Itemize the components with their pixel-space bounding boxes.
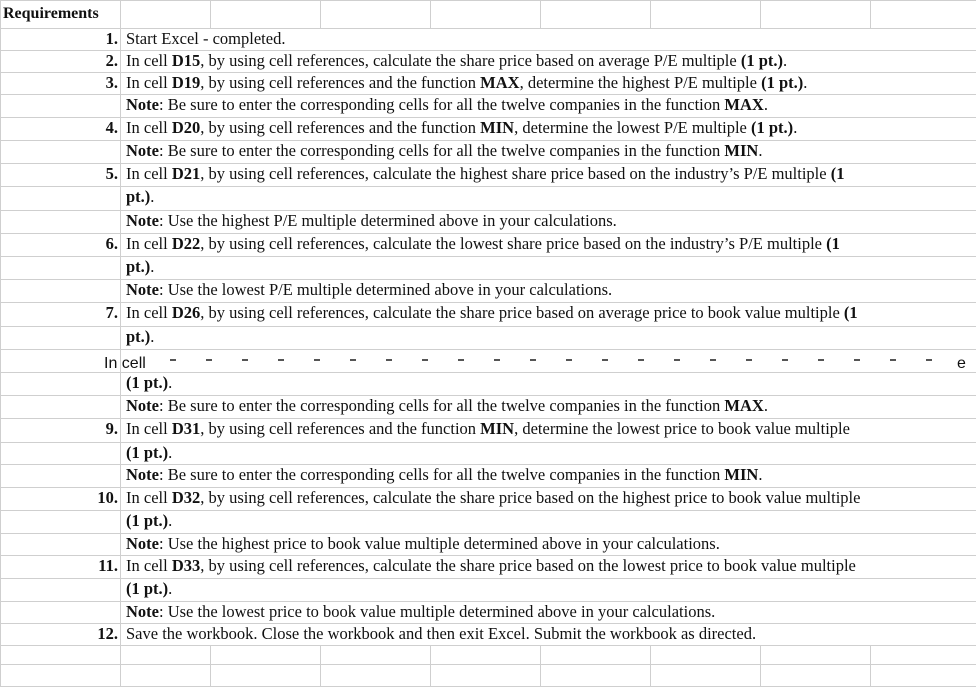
requirement-text[interactable]: Note: Be sure to enter the corresponding cells for all the twelve companies in the function MIN. xyxy=(126,141,763,160)
requirement-number: 6. xyxy=(105,234,118,253)
requirement-text[interactable]: Note: Use the lowest P/E multiple determined above in your calculations. xyxy=(126,280,613,299)
requirement-number: 11. xyxy=(98,556,118,575)
column-divider xyxy=(650,0,651,28)
column-divider xyxy=(870,0,871,28)
requirement-text[interactable]: Start Excel - completed. xyxy=(126,29,286,48)
requirement-text[interactable]: In cell D15, by using cell references, calculate the share price based on average P/E multiple (1 pt.). xyxy=(126,51,788,70)
requirement-text[interactable]: pt.). xyxy=(126,257,155,276)
requirement-number: 2. xyxy=(105,51,118,70)
column-divider xyxy=(760,0,761,28)
requirement-text[interactable]: (1 pt.). xyxy=(126,579,173,598)
requirement-text[interactable]: Note: Be sure to enter the corresponding cells for all the twelve companies in the function MAX. xyxy=(126,396,768,415)
requirement-text[interactable]: Note: Be sure to enter the corresponding cells for all the twelve companies in the function MAX. xyxy=(126,95,768,114)
requirement-text[interactable]: (1 pt.). xyxy=(126,511,173,530)
requirement-number: 9. xyxy=(105,419,118,438)
requirement-text[interactable]: pt.). xyxy=(126,187,155,206)
requirement-text[interactable]: pt.). xyxy=(126,327,155,346)
requirement-text[interactable]: In cell D33, by using cell references, calculate the share price based on the lowest price to book value multiple xyxy=(126,556,856,575)
column-divider xyxy=(650,645,651,686)
row-divider xyxy=(0,349,976,350)
requirement-text[interactable]: In cell D26, by using cell references, calculate the share price based on average price to book value multiple (1 xyxy=(126,303,858,322)
requirement-text[interactable]: In cell D32, by using cell references, calculate the share price based on the highest price to book value multiple xyxy=(126,488,861,507)
column-divider xyxy=(430,0,431,28)
requirement-number: 12. xyxy=(97,624,118,643)
requirement-number: 7. xyxy=(105,303,118,322)
requirement-text[interactable]: In cell D19, by using cell references and the function MAX, determine the highest P/E multiple (1 pt.). xyxy=(126,73,808,92)
column-divider xyxy=(0,0,1,686)
requirement-text[interactable]: Note: Use the lowest price to book value multiple determined above in your calculations. xyxy=(126,602,716,621)
requirement-text[interactable]: Note: Be sure to enter the corresponding cells for all the twelve companies in the function MIN. xyxy=(126,465,763,484)
column-divider xyxy=(210,0,211,28)
requirement-text[interactable]: In cell D21, by using cell references, calculate the highest share price based on the industry’s P/E multiple (1 xyxy=(126,164,845,183)
overlay-cutoff-text xyxy=(170,359,945,361)
overlay-trailing-char: e xyxy=(957,355,966,372)
row-divider xyxy=(0,0,976,1)
column-divider xyxy=(320,645,321,686)
requirement-number: 4. xyxy=(105,118,118,137)
requirements-header[interactable]: Requirements xyxy=(3,5,99,22)
column-divider xyxy=(430,645,431,686)
column-divider xyxy=(870,645,871,686)
column-divider xyxy=(760,645,761,686)
requirement-number: 3. xyxy=(105,73,118,92)
column-divider xyxy=(320,0,321,28)
requirement-number: 10. xyxy=(97,488,118,507)
requirement-text[interactable]: In cell D20, by using cell references and the function MIN, determine the lowest P/E multiple (1 pt.). xyxy=(126,118,798,137)
requirement-text[interactable]: Note: Use the highest P/E multiple determined above in your calculations. xyxy=(126,211,617,230)
requirement-text[interactable]: (1 pt.). xyxy=(126,443,173,462)
column-divider xyxy=(210,645,211,686)
row-divider xyxy=(0,645,976,646)
requirement-number: 1. xyxy=(105,29,118,48)
requirement-text[interactable]: Note: Use the highest price to book value multiple determined above in your calculations. xyxy=(126,534,720,553)
row-divider xyxy=(0,664,976,665)
requirement-text[interactable]: In cell D31, by using cell references and the function MIN, determine the lowest price to book value multiple xyxy=(126,419,850,438)
requirement-text[interactable]: Save the workbook. Close the workbook and then exit Excel. Submit the workbook as directed. xyxy=(126,624,757,643)
column-divider xyxy=(540,0,541,28)
requirement-text[interactable]: In cell D22, by using cell references, calculate the lowest share price based on the industry’s P/E multiple (1 xyxy=(126,234,840,253)
column-divider xyxy=(540,645,541,686)
requirement-text[interactable]: (1 pt.). xyxy=(126,373,173,392)
requirement-number: 5. xyxy=(105,164,118,183)
overlay-partial-label: In cell xyxy=(104,355,146,372)
column-divider xyxy=(120,0,121,686)
